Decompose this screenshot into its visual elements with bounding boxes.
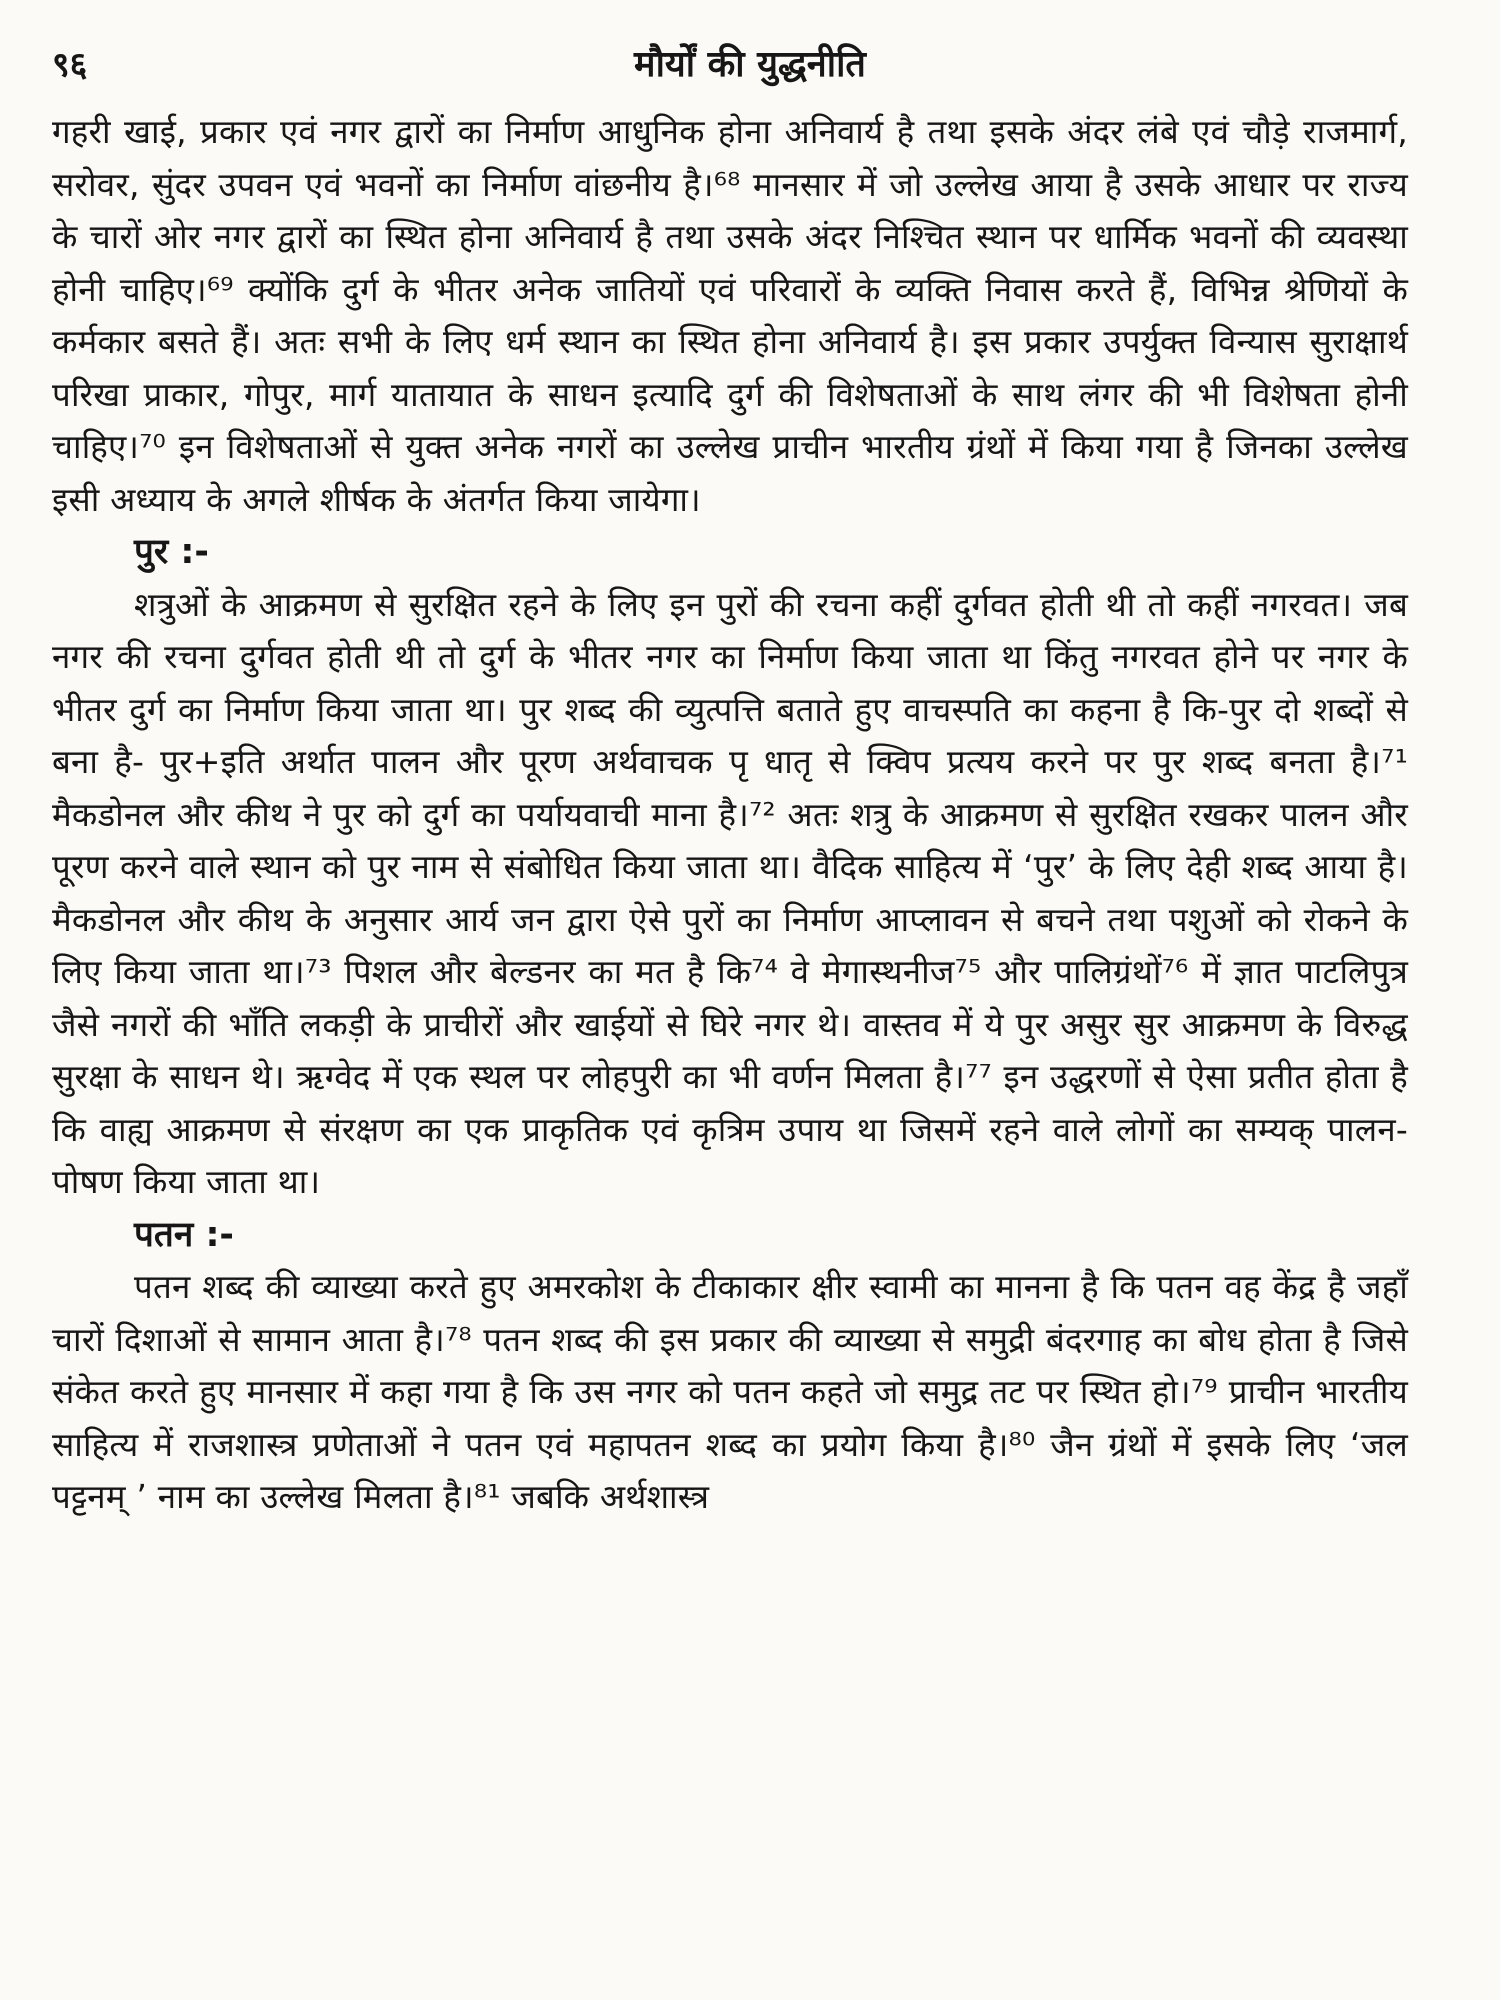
pur-paragraph: शत्रुओं के आक्रमण से सुरक्षित रहने के लिए इन पुरों की रचना कहीं दुर्गवत होती थी तो कहीं नगरवत। जब नगर की रचना दुर्गवत होती थी तो दुर्ग के भीतर नगर का निर्माण किया जाता था किंतु नगरवत होने पर नगर के भीतर दुर्ग का निर्माण किया जाता था। पुर शब्द की व्युत्पत्ति बताते हुए वाचस्पति का कहना है कि-पुर दो शब्दों से बना है- पुर+इति अर्थात पालन और पूरण अर्थवाचक पृ धातृ से क्विप प्रत्यय करने पर पुर शब्द बनता है।⁷¹ मैकडोनल और कीथ ने पुर को दुर्ग का पर्यायवाची माना है।⁷² अतः शत्रु के आक्रमण से सुरक्षित रखकर पालन और पूरण करने वाले स्थान को पुर नाम से संबोधित किया जाता था। वैदिक साहित्य में ‘पुर’ के लिए देही शब्द आया है। मैकडोनल और कीथ के अनुसार आर्य जन द्वारा ऐसे पुरों का निर्माण आप्लावन से बचने तथा पशुओं को रोकने के लिए किया जाता था।⁷³ पिशल और बेल्डनर का मत है कि⁷⁴ वे मेगास्थनीज⁷⁵ और पालिग्रंथों⁷⁶ में ज्ञात पाटलिपुत्र जैसे नगरों की भाँति लकड़ी के प्राचीरों और खाईयों से घिरे नगर थे। वास्तव में ये पुर असुर सुर आक्रमण के विरुद्ध सुरक्षा के साधन थे। ऋग्वेद में एक स्थल पर लोहपुरी का भी वर्णन मिलता है।⁷⁷ इन उद्धरणों से ऐसा प्रतीत होता है कि वाह्य आक्रमण से संरक्षण का एक प्राकृतिक एवं कृत्रिम उपाय था जिसमें रहने वाले लोगों का सम्यक् पालन-पोषण किया जाता था। [52, 584, 1408, 1201]
section-heading-pur: पुर :- [134, 532, 209, 572]
running-header-title: मौर्यों की युद्धनीति [634, 44, 866, 85]
section-heading-patan: पतन :- [134, 1214, 234, 1255]
page-number: ९६ [52, 45, 88, 85]
patan-paragraph: पतन शब्द की व्याख्या करते हुए अमरकोश के टीकाकार क्षीर स्वामी का मानना है कि पतन वह केंद्र है जहाँ चारों दिशाओं से सामान आता है।⁷⁸ पतन शब्द की इस प्रकार की व्याख्या से समुद्री बंदरगाह का बोध होता है जिसे संकेत करते हुए मानसार में कहा गया है कि उस नगर को पतन कहते जो समुद्र तट पर स्थित हो।⁷⁹ प्राचीन भारतीय साहित्य में राजशास्त्र प्रणेताओं ने पतन एवं महापतन शब्द का प्रयोग किया है।⁸⁰ जैन ग्रंथों में इसके लिए ‘जल पट्टनम् ’ नाम का उल्लेख मिलता है।⁸¹ जबकि अर्थशास्त्र [52, 1267, 1408, 1516]
intro-paragraph: गहरी खाई, प्रकार एवं नगर द्वारों का निर्माण आधुनिक होना अनिवार्य है तथा इसके अंदर लंबे एवं चौड़े राजमार्ग, सरोवर, सुंदर उपवन एवं भवनों का निर्माण वांछनीय है।⁶⁸ मानसार में जो उल्लेख आया है उसके आधार पर राज्य के चारों ओर नगर द्वारों का स्थित होना अनिवार्य है तथा उसके अंदर निश्चित स्थान पर धार्मिक भवनों की व्यवस्था होनी चाहिए।⁶⁹ क्योंकि दुर्ग के भीतर अनेक जातियों एवं परिवारों के व्यक्ति निवास करते हैं, विभिन्न श्रेणियों के कर्मकार बसते हैं। अतः सभी के लिए धर्म स्थान का स्थित होना अनिवार्य है। इस प्रकार उपर्युक्त विन्यास सुराक्षार्थ परिखा प्राकार, गोपुर, मार्ग यातायात के साधन इत्यादि दुर्ग की विशेषताओं के साथ लंगर की भी विशेषता होनी चाहिए।⁷⁰ इन विशेषताओं से युक्त अनेक नगरों का उल्लेख प्राचीन भारतीय ग्रंथों में किया गया है जिनका उल्लेख इसी अध्याय के अगले शीर्षक के अंतर्गत किया जायेगा। [52, 112, 1408, 519]
page-body [52, 106, 1408, 1524]
